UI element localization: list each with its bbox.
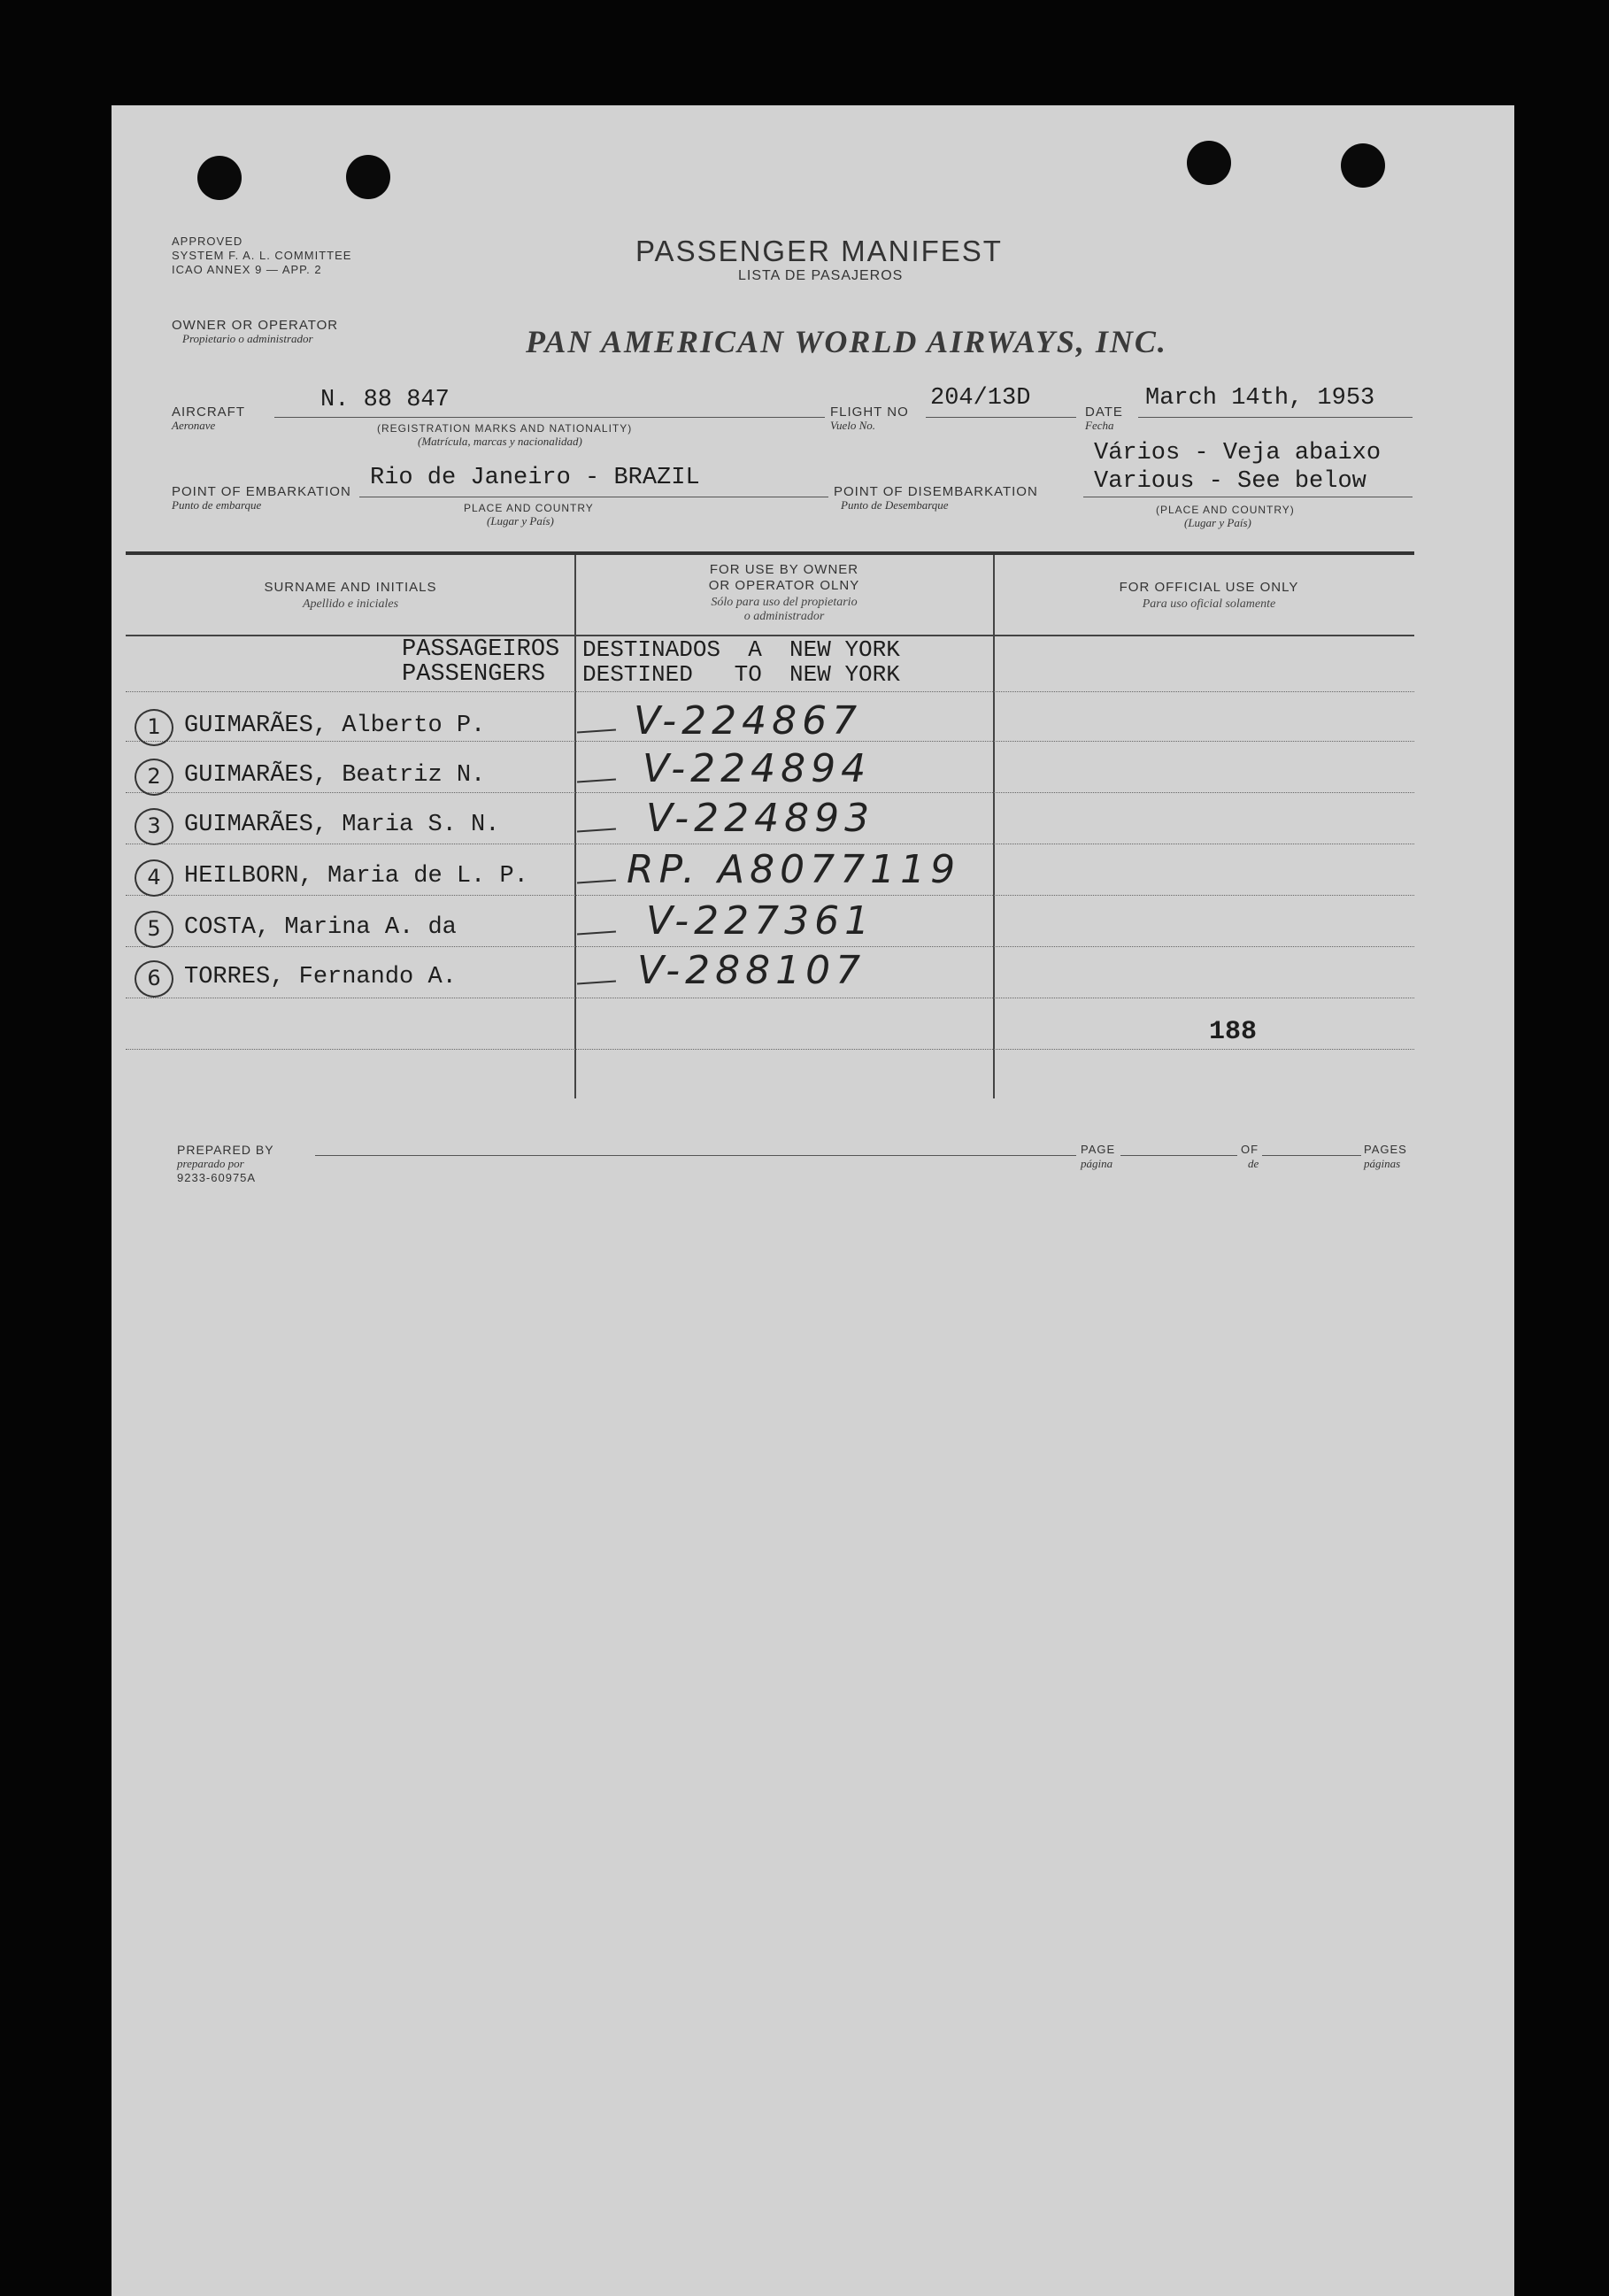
flight-value: 204/13D [930,385,1031,412]
aircraft-caption-es: (Matrícula, marcas y nacionalidad) [418,435,582,448]
table-divider-2 [993,555,995,1098]
disembarkation-caption: (PLACE AND COUNTRY) [1156,504,1295,516]
passenger-document: V-288107 [637,948,866,993]
date-label: DATE [1085,404,1123,420]
passenger-document: RP. A8077119 [627,847,961,892]
disembarkation-label: POINT OF DISEMBARKATION [834,484,1038,499]
embarkation-value: Rio de Janeiro - BRAZIL [370,465,700,491]
row-rule-1 [126,691,1414,692]
row-tick-mark [577,728,616,733]
owner-label: OWNER OR OPERATOR [172,318,339,333]
disembarkation-value-2: Various - See below [1094,468,1366,495]
date-label-es: Fecha [1085,419,1114,432]
passenger-name: HEILBORN, Maria de L. P. [184,863,528,890]
prepared-by-label-es: preparado por [177,1157,244,1170]
embarkation-label: POINT OF EMBARKATION [172,484,351,499]
owner-name: PAN AMERICAN WORLD AIRWAYS, INC. [526,324,1167,359]
form-number: 9233-60975A [177,1171,257,1184]
prepared-by-underline [315,1155,1076,1156]
aircraft-caption: (REGISTRATION MARKS AND NATIONALITY) [377,422,633,435]
column-owner-use-line-2: OR OPERATOR OLNY [708,578,860,593]
owner-label-es: Propietario o administrador [182,332,313,345]
disembarkation-caption-es: (Lugar y País) [1184,516,1251,529]
row-rule-6 [126,946,1414,947]
row-number-circle: 5 [135,911,173,948]
page-subtitle: LISTA DE PASAJEROS [738,268,904,283]
passenger-document: V-224894 [643,746,872,791]
date-underline [1138,417,1413,418]
prepared-by-label: PREPARED BY [177,1143,274,1157]
row-rule-8 [126,1049,1414,1050]
row-tick-mark [577,980,616,984]
of-label: OF [1241,1143,1259,1156]
flight-label: FLIGHT NO [830,404,909,420]
row-rule-5 [126,895,1414,896]
passenger-name: GUIMARÃES, Maria S. N. [184,812,500,838]
row-tick-mark [577,930,616,935]
row-tick-mark [577,778,616,782]
embarkation-caption: PLACE AND COUNTRY [464,502,594,514]
aircraft-label: AIRCRAFT [172,404,245,420]
flight-underline [926,417,1076,418]
column-owner-use-es-2: o administrador [743,610,825,623]
disembarkation-label-es: Punto de Desembarque [841,498,949,512]
group-header-right-2: DESTINED TO NEW YORK [582,661,900,688]
of-label-es: de [1248,1157,1259,1170]
row-number-circle: 2 [135,759,173,796]
column-owner-use-es-1: Sólo para uso del propietario [711,596,858,609]
group-header-left-2: PASSENGERS [402,661,546,688]
passenger-document: V-224893 [646,796,875,841]
punch-hole-1 [197,156,242,200]
approval-line-3: ICAO ANNEX 9 — APP. 2 [172,263,322,276]
column-official-header: FOR OFFICIAL USE ONLY [1119,580,1299,595]
passenger-name: GUIMARÃES, Beatriz N. [184,762,486,789]
pages-label-es: páginas [1364,1157,1401,1170]
page-label: PAGE [1081,1143,1116,1156]
page-label-es: página [1081,1157,1113,1170]
punch-hole-3 [1187,141,1231,185]
page-title: PASSENGER MANIFEST [635,235,1003,267]
punch-hole-4 [1341,143,1385,188]
manifest-sheet [112,105,1514,2296]
row-rule-3 [126,792,1414,793]
disembarkation-value-1: Vários - Veja abaixo [1094,440,1382,466]
table-top-rule [126,551,1414,555]
official-number: 188 [1209,1017,1258,1047]
row-number-circle: 3 [135,808,173,845]
row-tick-mark [577,879,616,883]
embarkation-label-es: Punto de embarque [172,498,262,512]
approval-line-2: SYSTEM F. A. L. COMMITTEE [172,249,352,262]
column-official-header-es: Para uso oficial solamente [1142,597,1276,611]
page-underline [1120,1155,1237,1156]
passenger-document: V-224867 [634,698,863,744]
pages-label: PAGES [1364,1143,1407,1156]
row-tick-mark [577,828,616,832]
passenger-name: TORRES, Fernando A. [184,964,457,990]
aircraft-value: N. 88 847 [320,387,450,413]
embarkation-caption-es: (Lugar y País) [487,514,554,528]
passenger-name: GUIMARÃES, Alberto P. [184,713,486,739]
column-owner-use-line-1: FOR USE BY OWNER [709,562,859,577]
column-surname-header: SURNAME AND INITIALS [264,580,437,595]
date-value: March 14th, 1953 [1145,385,1375,412]
row-number-circle: 1 [135,709,173,746]
punch-hole-2 [346,155,390,199]
aircraft-label-es: Aeronave [172,419,216,432]
row-number-circle: 4 [135,859,173,897]
of-underline [1262,1155,1361,1156]
group-header-right-1: DESTINADOS A NEW YORK [582,636,900,663]
aircraft-underline [274,417,825,418]
group-header-left-1: PASSAGEIROS [402,636,560,663]
row-number-circle: 6 [135,960,173,998]
table-divider-1 [574,555,576,1098]
column-surname-header-es: Apellido e iniciales [302,597,399,611]
passenger-name: COSTA, Marina A. da [184,914,457,941]
approval-line-1: APPROVED [172,235,243,248]
flight-label-es: Vuelo No. [830,419,876,432]
passenger-document: V-227361 [646,898,875,944]
